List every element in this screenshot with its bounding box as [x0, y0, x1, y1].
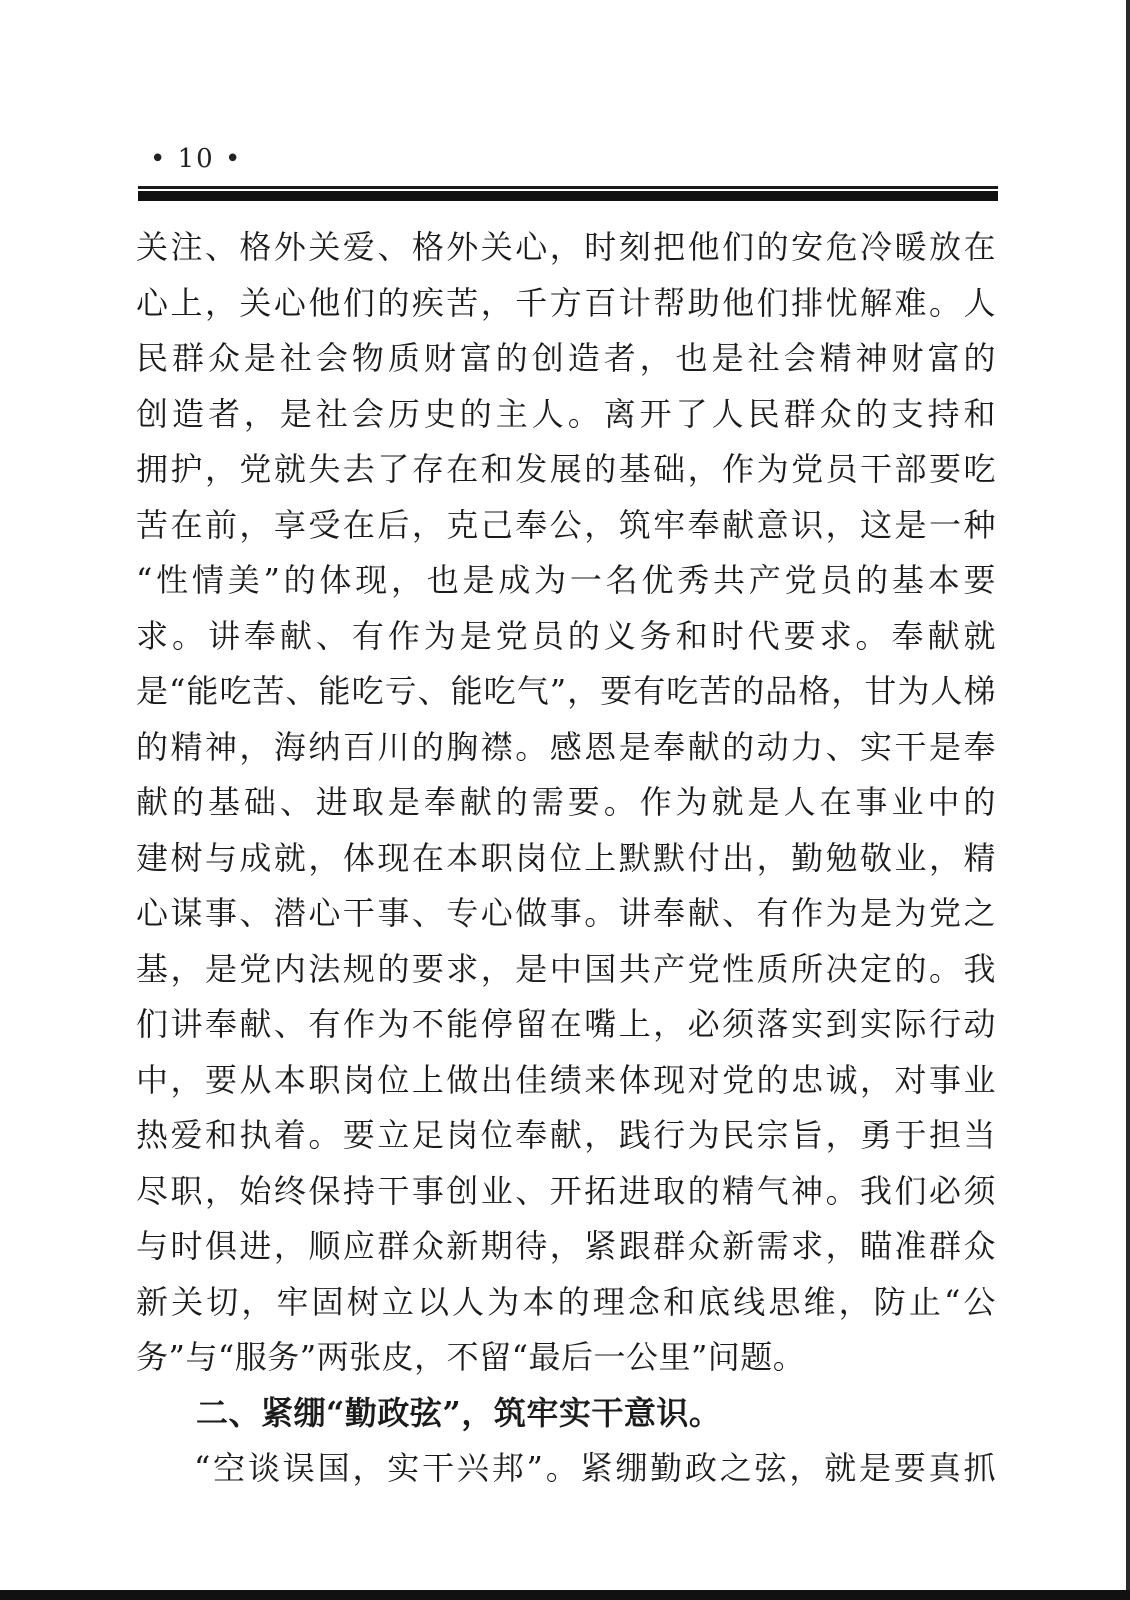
text-line: 心上，关心他们的疾苦，千方百计帮助他们排忧解难。人 — [136, 283, 996, 322]
text-line: 们讲奉献、有作为不能停留在嘴上，必须落实到实际行动 — [136, 1005, 996, 1043]
header-rule-thick — [138, 191, 998, 201]
text-line: 民群众是社会物质财富的创造者，也是社会精神财富的 — [136, 339, 996, 377]
text-line: 关注、格外关爱、格外关心，时刻把他们的安危冷暖放在 — [136, 228, 996, 266]
text-line: 是“能吃苦、能吃亏、能吃气”，要有吃苦的品格，甘为人梯 — [136, 672, 996, 710]
scan-edge-right — [1126, 0, 1130, 1600]
text-line: 中，要从本职岗位上做出佳绩来体现对党的忠诚，对事业 — [136, 1060, 996, 1099]
body-text — [136, 220, 996, 1497]
text-line: 献的基础、进取是奉献的需要。作为就是人在事业中的 — [136, 783, 996, 821]
text-line: 心谋事、潜心干事、专心做事。讲奉献、有作为是为党之 — [136, 894, 996, 932]
page-number: • 10 • — [150, 144, 243, 174]
text-line: 热爱和执着。要立足岗位奉献，践行为民宗旨，勇于担当 — [136, 1116, 996, 1154]
scan-edge-bottom — [0, 1590, 1130, 1600]
text-line: 拥护，党就失去了存在和发展的基础，作为党员干部要吃 — [136, 450, 996, 488]
text-line: “性情美”的体现，也是成为一名优秀共产党员的基本要 — [136, 561, 996, 599]
text-line: 求。讲奉献、有作为是党员的义务和时代要求。奉献就 — [136, 616, 996, 655]
text-line: 创造者，是社会历史的主人。离开了人民群众的支持和 — [136, 394, 996, 433]
paragraph-start-line: “空谈误国，实干兴邦”。紧绷勤政之弦，就是要真抓 — [194, 1449, 996, 1487]
text-line: 与时俱进，顺应群众新期待，紧跟群众新需求，瞄准群众 — [136, 1227, 996, 1265]
header-rule-thin — [138, 186, 998, 189]
text-line: 建树与成就，体现在本职岗位上默默付出，勤勉敬业，精 — [136, 838, 996, 877]
text-line: 务”与“服务”两张皮，不留“最后一公里”问题。 — [136, 1338, 806, 1376]
text-line: 苦在前，享受在后，克己奉公，筑牢奉献意识，这是一种 — [136, 505, 996, 544]
text-line: 的精神，海纳百川的胸襟。感恩是奉献的动力、实干是奉 — [136, 727, 996, 766]
text-line: 新关切，牢固树立以人为本的理念和底线思维，防止“公 — [136, 1282, 996, 1321]
section-heading: 二、紧绷“勤政弦”，筑牢实干意识。 — [196, 1393, 722, 1432]
text-line: 基，是党内法规的要求，是中国共产党性质所决定的。我 — [136, 949, 996, 988]
text-line: 尽职，始终保持干事创业、开拓进取的精气神。我们必须 — [136, 1171, 996, 1210]
